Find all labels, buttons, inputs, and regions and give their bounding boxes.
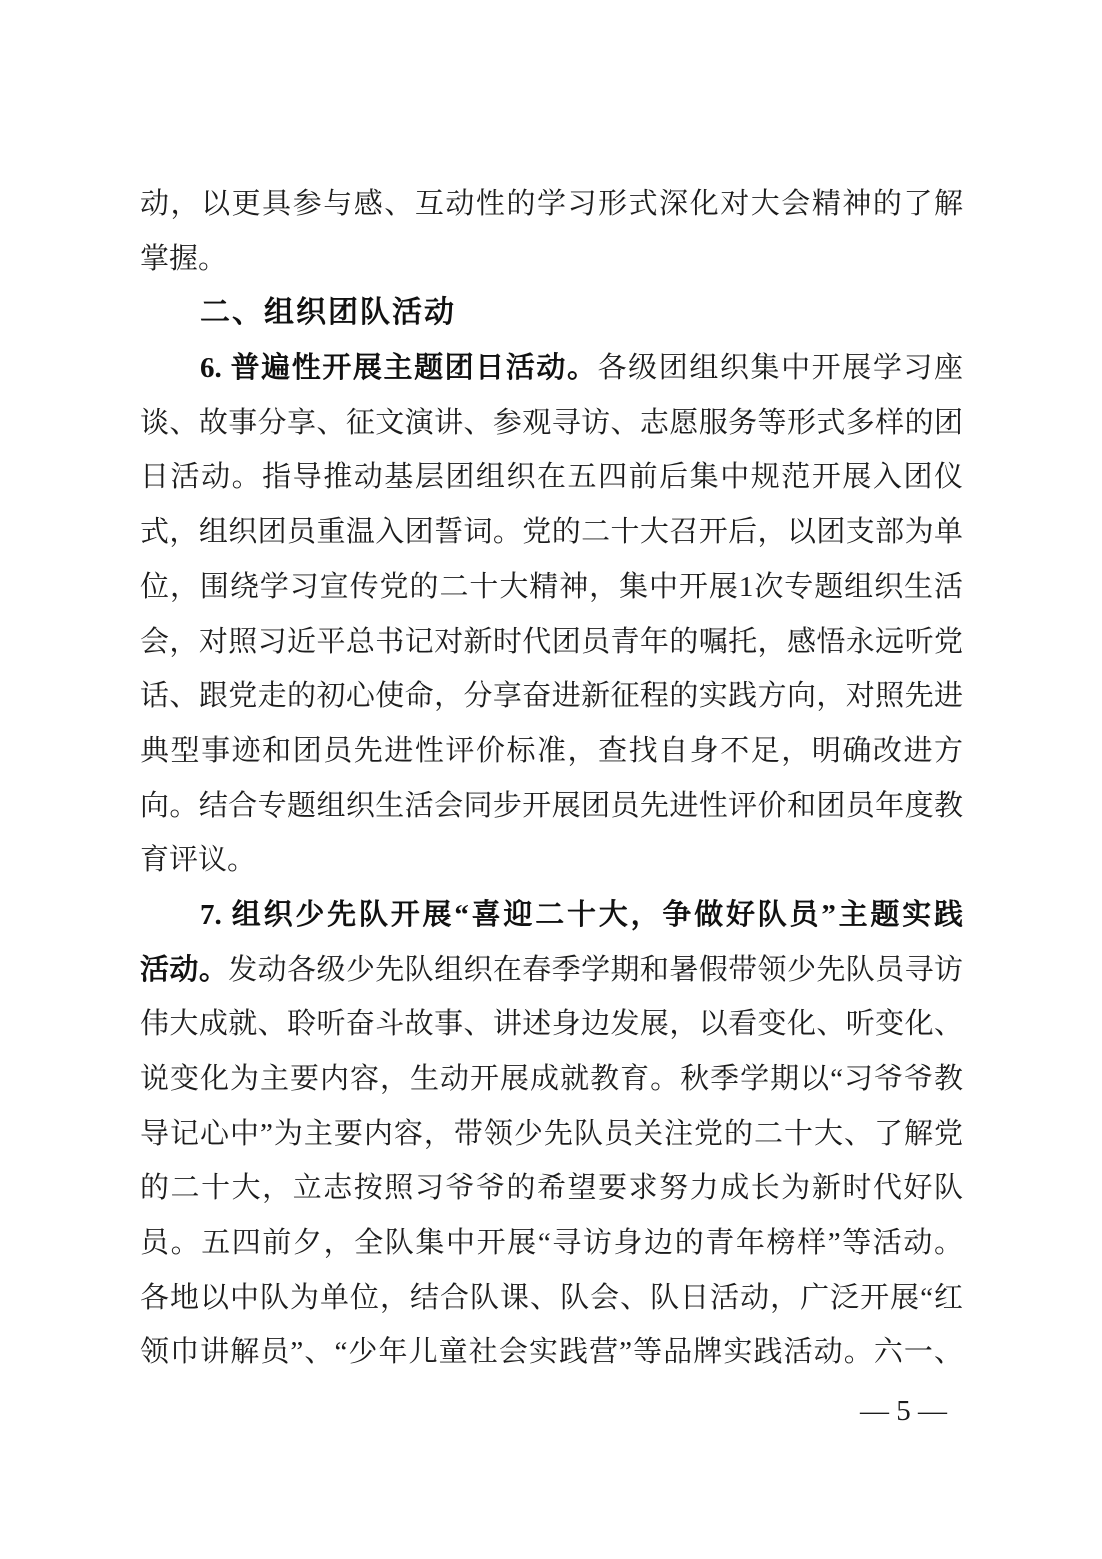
text-segment: 说变化为主要内容，生动开展成就教育。秋季学期以“习爷爷教	[140, 1063, 963, 1095]
text-line	[140, 724, 963, 779]
bold-text-segment: 活动。	[140, 953, 229, 986]
text-line	[140, 997, 963, 1052]
text-line	[140, 615, 963, 670]
text-line	[140, 1107, 963, 1162]
text-segment: 领巾讲解员”、“少年儿童社会实践营”等品牌实践活动。六一、	[140, 1336, 963, 1369]
text-content	[140, 177, 963, 1380]
text-segment: 的二十大，立志按照习爷爷的希望要求努力成长为新时代好队	[140, 1172, 963, 1205]
bold-text-segment: 6. 普遍性开展主题团日活动。	[200, 352, 598, 385]
text-line	[140, 669, 963, 724]
text-line	[140, 779, 963, 834]
bold-text-segment: 二、组织团队活动	[200, 296, 456, 330]
bold-text-segment: 7. 组织少先队开展“喜迎二十大，争做好队员”主题实践	[200, 898, 963, 931]
text-segment: 各地以中队为单位，结合队课、队会、队日活动，广泛开展“红	[140, 1281, 963, 1314]
text-segment: 发动各级少先队组织在春季学期和暑假带领少先队员寻访	[228, 953, 963, 986]
text-segment: 典型事迹和团员先进性评价标准，查找自身不足，明确改进方	[140, 734, 963, 767]
text-segment: 谈、故事分享、征文演讲、参观寻访、志愿服务等形式多样的团	[140, 406, 963, 439]
text-segment: 伟大成就、聆听奋斗故事、讲述身边发展，以看变化、听变化、	[140, 1008, 963, 1041]
text-segment: 育评议。	[140, 844, 257, 877]
text-segment: 动，以更具参与感、互动性的学习形式深化对大会精神的了解	[140, 188, 963, 220]
text-segment: 话、跟党走的初心使命，分享奋进新征程的实践方向，对照先进	[140, 680, 963, 713]
text-segment: 式，组织团员重温入团誓词。党的二十大召开后，以团支部为单	[140, 516, 963, 549]
text-line	[140, 1271, 963, 1326]
text-line	[140, 1325, 963, 1380]
section-heading	[140, 286, 963, 341]
text-line	[140, 450, 963, 505]
text-line	[140, 1052, 963, 1107]
text-segment: 员。五四前夕，全队集中开展“寻访身边的青年榜样”等活动。	[140, 1227, 963, 1260]
text-segment: 导记心中”为主要内容，带领少先队员关注党的二十大、了解党	[140, 1117, 963, 1150]
text-segment: 各级团组织集中开展学习座	[597, 352, 963, 385]
text-line	[140, 396, 963, 451]
text-segment: 掌握。	[140, 242, 228, 275]
text-segment: 向。结合专题组织生活会同步开展团员先进性评价和团员年度教	[140, 789, 963, 822]
text-segment: 日活动。指导推动基层团组织在五四前后集中规范开展入团仪	[140, 461, 963, 494]
text-segment: 会，对照习近平总书记对新时代团员青年的嘱托，感悟永远听党	[140, 625, 963, 658]
text-line	[140, 232, 963, 287]
text-line	[140, 1161, 963, 1216]
text-line	[140, 341, 963, 396]
text-line	[140, 943, 963, 998]
page-number: — 5 —	[860, 1395, 947, 1427]
text-line	[140, 177, 963, 232]
text-segment: 位，围绕学习宣传党的二十大精神，集中开展1次专题组织生活	[140, 570, 963, 603]
text-line	[140, 560, 963, 615]
text-line	[140, 888, 963, 943]
text-line	[140, 1216, 963, 1271]
text-line	[140, 833, 963, 888]
text-line	[140, 505, 963, 560]
